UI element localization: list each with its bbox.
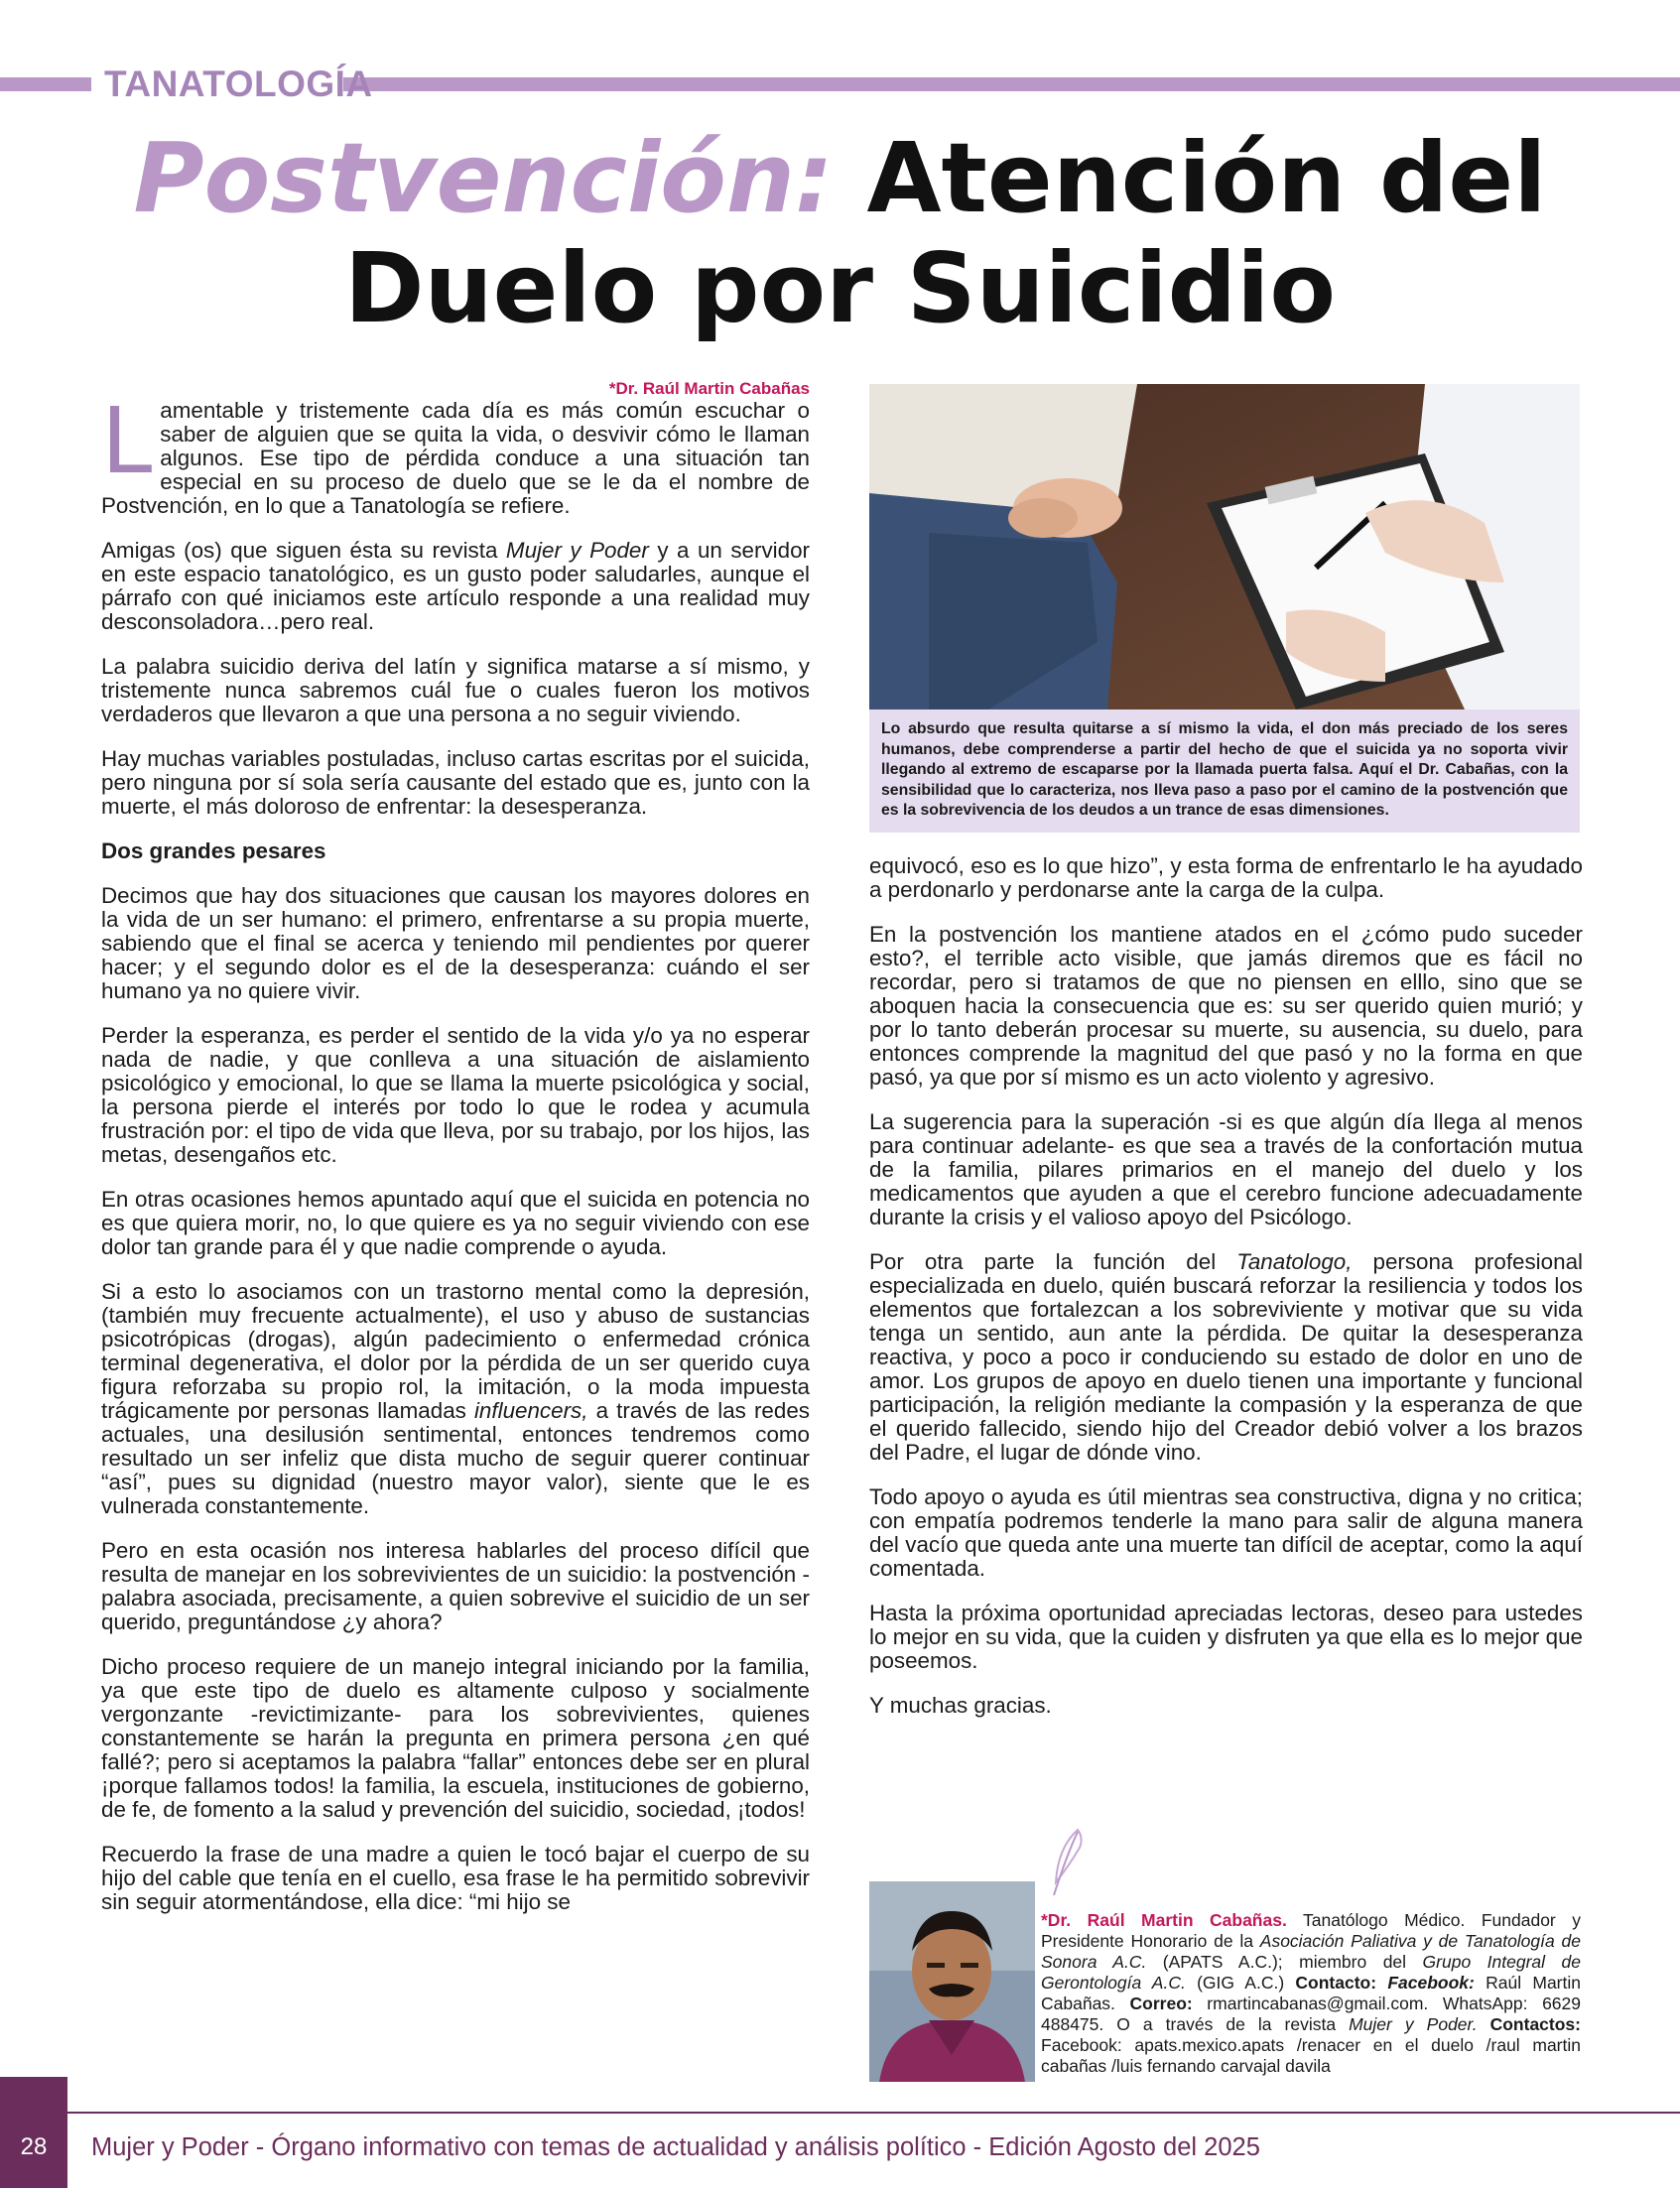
bio-text: rmartincabanas@gmail.com. WhatsApp: 6629 488475. O a través de la revista	[1041, 1994, 1582, 2034]
bio-text: (APATS A.C.); miembro del	[1146, 1952, 1423, 1972]
paragraph-text: Si a esto lo asociamos con un trastorno mental como la depresión, (también muy frecuente actualmente), el uso y abuso de sustancias psicotrópicas (drogas), algún padecimiento o enfermedad crónica terminal degenerativa, el dolor por la pérdida de un ser querido cuya figura reforzaba su propio rol, la imitación, o la moda impuesta trágicamente por personas llamadas	[101, 1279, 810, 1423]
paragraph: equivocó, eso es lo que hizo”, y esta forma de enfrentarlo le ha ayudado a perdonarlo y perdonarse ante la carga de la culpa.	[869, 853, 1583, 902]
left-column	[101, 377, 810, 1935]
emphasis: influencers,	[473, 1398, 588, 1423]
bio-label: Contacto:	[1295, 1973, 1388, 1993]
paragraph	[869, 1250, 1583, 1465]
magazine-name: Mujer y Poder	[505, 538, 649, 563]
paragraph: La palabra suicidio deriva del latín y significa matarse a sí mismo, y tristemente nunca sabremos cuál fue o cuales fueron los motivos verdaderos que llevaron a que una persona a no seguir viviendo.	[101, 654, 810, 726]
paragraph: Y muchas gracias.	[869, 1693, 1052, 1718]
page-number: 28	[20, 2133, 48, 2160]
drop-cap: L	[101, 388, 153, 494]
bio-text: Facebook: apats.mexico.apats /renacer en el duelo /raul martin cabañas /luis fernando carvajal davila	[1041, 2035, 1581, 2076]
therapy-session-illustration	[869, 384, 1580, 709]
author-photo	[869, 1881, 1035, 2082]
feather-quill-icon	[1048, 1828, 1088, 1897]
bio-emphasis: Asociación Paliativa y de Tanatología de Sonora A.C.	[1041, 1931, 1581, 1972]
paragraph: Recuerdo la frase de una madre a quien le tocó bajar el cuerpo de su hijo del cable que tenía en el cuello, esa frase le ha permitido sobrevivir sin seguir atormentándose, ella dice: “mi hijo se	[101, 1842, 810, 1914]
paragraph-text: a través de las redes actuales, una desilusión sentimental, entonces tendremos como resultado un ser infeliz que dista mucho de seguir querer continuar “así”, pues su dignidad (nuestro mayor valor), siente que le es vulnerada constantemente.	[101, 1398, 810, 1518]
page-number-box	[0, 2077, 67, 2188]
bio-text: Raúl Martin Cabañas.	[1041, 1973, 1581, 2013]
paragraph: Dicho proceso requiere de un manejo integral iniciando por la familia, ya que este tipo de duelo es altamente culposo y socialmente vergonzante -revictimizante- para los sobrevivientes, quienes constantemente se harán la pregunta en primera persona ¿en qué fallé?; pero si aceptamos la palabra “fallar” entonces debe ser en plural ¡porque fallamos todos! la familia, la escuela, instituciones de gobierno, de fe, de fomento a la salud y prevención del suicidio, sociedad, ¡todos!	[101, 1654, 810, 1822]
paragraph-text: Amigas (os) que siguen ésta su revista	[101, 538, 506, 563]
title-line-1-rest: Atención del	[866, 122, 1547, 234]
paragraph: Hasta la próxima oportunidad apreciadas lectoras, deseo para ustedes lo mejor en su vida, que la cuiden y disfruten ya que ella es lo mejor que poseemos.	[869, 1601, 1583, 1673]
bio-label: Correo:	[1129, 1994, 1193, 2013]
author-name: *Dr. Raúl Martin Cabañas.	[1041, 1910, 1287, 1930]
paragraph: Todo apoyo o ayuda es útil mientras sea constructiva, digna y no critica; con empatía podremos tenderle la mano para salir de alguna manera del vacío que queda ante una muerte tan difícil de aceptar, como la aquí comentada.	[869, 1484, 1583, 1581]
title-highlight: Postvención:	[133, 122, 834, 234]
paragraph: Decimos que hay dos situaciones que causan los mayores dolores en la vida de un ser humano: el primero, enfrentarse a su propia muerte, sabiendo que el final se acerca y teniendo mil pendientes por querer hacer; y el segundo dolor es el de la desesperanza: cuándo el ser humano ya no quiere vivir.	[101, 883, 810, 1003]
article-photo	[869, 384, 1580, 709]
paragraph-text: amentable y tristemente cada día es más común escuchar o saber de alguien que se quita la vida, o desvivir cómo le llaman algunos. Ese tipo de pérdida conduce a una situación tan especial en su proceso de duelo que se le da el nombre de Postvención, en lo que a Tanatología se refiere.	[101, 398, 810, 518]
paragraph-text: y a un servidor en este espacio tanatológico, es un gusto poder saludarles, aunque el párrafo con qué iniciamos este artículo responde a una realidad muy desconsoladora…pero real.	[101, 538, 810, 634]
paragraph	[101, 539, 810, 634]
paragraph-text: persona profesional especializada en duelo, quién buscará reforzar la resiliencia y todos los elementos que fortalezcan a los sobreviviente y motivar que su vida tenga un sentido, aun ante la pérdida. De quitar la desesperanza reactiva, y poco a poco ir conduciendo su estado de dolor en uno de amor. Los grupos de apoyo en duelo tienen una importante y funcional participación, la religión mediante la compasión y la esperanza de que el querido fallecido, siendo hijo del Creador debió volver a los brazos del Padre, el lugar de dónde vino.	[869, 1249, 1583, 1465]
emphasis: Tanatologo,	[1236, 1249, 1353, 1274]
footer-rule	[0, 2112, 1680, 2114]
paragraph: Perder la esperanza, es perder el sentido de la vida y/o ya no esperar nada de nadie, y que conlleva a una situación de aislamiento psicológico y emocional, lo que se llama la muerte psicológica y social, la persona pierde el interés por todo lo que le rodea y acumula frustración por: el tipo de vida que lleva, por su trabajo, por los hijos, las metas, desengaños etc.	[101, 1023, 810, 1167]
paragraph: En la postvención los mantiene atados en el ¿cómo pudo suceder esto?, el terrible acto visible, que jamás diremos que es fácil no recordar, pero si tratamos de que no piensen en elllo, sino que se aboquen hacia la consecuencia que es: su ser querido quien murió; y por lo tanto deberán procesar su muerte, su ausencia, su duelo, para entonces comprende la magnitud del que pasó y no la forma en que pasó, ya que por sí mismo es un acto violento y agresivo.	[869, 922, 1583, 1090]
bio-label: Facebook:	[1387, 1973, 1475, 1993]
section-rule-left	[0, 77, 91, 91]
section-label: TANATOLOGÍA	[104, 64, 373, 104]
section-rule-right	[343, 77, 1680, 91]
article-title-line-1	[0, 122, 1680, 234]
paragraph: Pero en esta ocasión nos interesa hablarles del proceso difícil que resulta de manejar en los sobrevivientes de un suicidio: la postvención -palabra asociada, precisamente, a quien sobrevive el suicidio de un ser querido, preguntándose ¿y ahora?	[101, 1538, 810, 1634]
bio-text: Tanatólogo Médico. Fundador y Presidente Honorario de la	[1041, 1910, 1581, 1951]
footer-text: Mujer y Poder - Órgano informativo con temas de actualidad y análisis político - Edición Agosto del 2025	[91, 2133, 1260, 2161]
bio-label: Contactos:	[1489, 2014, 1581, 2034]
paragraph: Hay muchas variables postuladas, incluso cartas escritas por el suicida, pero ninguna por sí sola sería causante del estado que es, junto con la muerte, el más doloroso de enfrentar: la desesperanza.	[101, 746, 810, 819]
subheading: Dos grandes pesares	[101, 838, 326, 863]
paragraph	[101, 1280, 810, 1518]
author-bio	[1041, 1910, 1581, 2077]
bio-text: (GIG A.C.)	[1185, 1973, 1296, 1993]
paragraph-text: Por otra parte la función del	[869, 1249, 1237, 1274]
bio-emphasis: Mujer y Poder.	[1349, 2014, 1478, 2034]
right-column	[869, 854, 1583, 1738]
author-portrait	[869, 1881, 1035, 2082]
paragraph: La sugerencia para la superación -si es que algún día llega al menos para continuar adelante- es que sea a través de la confortación mutua de la familia, pilares primarios en el manejo del duelo y los medicamentos que ayuden a que el cerebro funcione adecuadamente durante la crisis y el valioso apoyo del Psicólogo.	[869, 1109, 1583, 1229]
paragraph: En otras ocasiones hemos apuntado aquí que el suicida en potencia no es que quiera morir, no, lo que quiere es ya no seguir viviendo con ese dolor tan grande para él y que nadie comprende o ayuda.	[101, 1187, 810, 1259]
bio-text	[1478, 2014, 1490, 2034]
article-title-line-2: Duelo por Suicidio	[344, 232, 1336, 344]
photo-caption: Lo absurdo que resulta quitarse a sí mismo la vida, el don más preciado de los seres humanos, debe comprenderse a partir del hecho de que el suicida ya no soporta vivir llegando al extremo de escaparse por la llamada puerta falsa. Aquí el Dr. Cabañas, con la sensibilidad que lo caracteriza, nos lleva paso a paso por el camino de la postvención que es la sobrevivencia de los deudos a un trance de esas dimensiones.	[869, 709, 1580, 833]
bio-emphasis: Grupo Integral de Gerontología A.C.	[1041, 1952, 1581, 1993]
author-byline: *Dr. Raúl Martin Cabañas	[608, 379, 810, 398]
